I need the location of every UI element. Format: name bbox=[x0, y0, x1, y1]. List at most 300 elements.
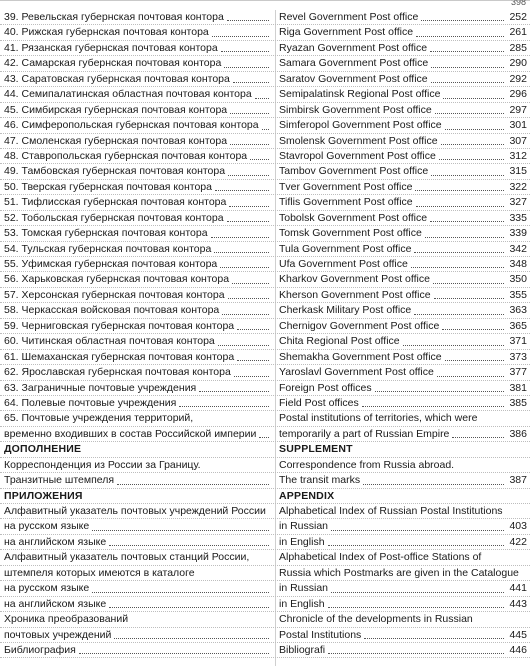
english-entry bbox=[279, 211, 527, 226]
english-entry bbox=[279, 303, 527, 318]
russian-entry bbox=[4, 489, 272, 504]
section-heading-row bbox=[0, 442, 530, 457]
page-ref: 348 bbox=[509, 258, 527, 270]
russian-entry-text: Хроника преобразований bbox=[4, 613, 129, 626]
english-entry-text: Field Post offices bbox=[279, 396, 359, 409]
toc-row bbox=[0, 257, 530, 272]
english-entry-text: Tula Government Post office bbox=[279, 242, 412, 255]
english-entry bbox=[279, 550, 527, 565]
russian-entry bbox=[4, 134, 272, 149]
toc-row bbox=[0, 195, 530, 210]
dot-leader bbox=[250, 158, 269, 160]
dot-leader bbox=[117, 483, 269, 485]
dot-leader bbox=[109, 544, 269, 546]
page-ref: 307 bbox=[509, 134, 527, 147]
toc-row bbox=[0, 381, 530, 396]
toc-row bbox=[0, 396, 530, 411]
english-entry-text: Correspondence from Russia abroad. bbox=[279, 458, 455, 471]
russian-entry bbox=[4, 87, 272, 102]
page-ref: 377 bbox=[509, 366, 527, 379]
russian-entry bbox=[4, 164, 272, 179]
english-entry bbox=[279, 396, 527, 411]
russian-entry bbox=[4, 581, 272, 596]
toc-row bbox=[0, 118, 530, 133]
dot-leader bbox=[232, 282, 269, 284]
dot-leader bbox=[328, 652, 504, 654]
english-entry-text: Smolensk Government Post office bbox=[279, 134, 438, 147]
english-entry bbox=[279, 195, 527, 210]
page-ref: 441 bbox=[509, 582, 527, 595]
russian-entry bbox=[4, 597, 272, 612]
toc-row bbox=[0, 535, 530, 550]
english-entry-text: Kherson Government Post office bbox=[279, 288, 431, 301]
russian-entry-text: 39. Ревельская губернская почтовая контора bbox=[4, 11, 224, 23]
english-entry-text: Semipalatinsk Regional Post office bbox=[279, 88, 441, 101]
russian-entry bbox=[4, 180, 272, 195]
english-entry bbox=[279, 272, 527, 287]
dot-leader bbox=[443, 97, 504, 99]
row-separator bbox=[0, 657, 530, 658]
toc-row bbox=[0, 334, 530, 349]
dot-leader bbox=[411, 266, 504, 268]
dot-leader bbox=[442, 328, 504, 330]
english-entry-text: Revel Government Post office bbox=[279, 11, 419, 23]
russian-entry-text: 41. Рязанская губернская почтовая контора bbox=[4, 41, 218, 54]
english-entry bbox=[279, 612, 527, 627]
russian-entry bbox=[4, 365, 272, 380]
russian-entry bbox=[4, 334, 272, 349]
dot-leader bbox=[416, 205, 504, 207]
english-entry-text: SUPPLEMENT bbox=[279, 443, 353, 456]
russian-entry-text: 62. Ярославская губернская почтовая контора bbox=[4, 366, 231, 379]
toc-row bbox=[0, 25, 530, 40]
english-entry-text: Postal institutions of territories, which were bbox=[279, 412, 478, 425]
russian-entry-text: Транзитные штемпеля bbox=[4, 474, 115, 487]
page-ref: 339 bbox=[509, 227, 527, 240]
page-ref: 261 bbox=[509, 26, 527, 39]
russian-entry-text: 42. Самарская губернская почтовая контора bbox=[4, 57, 222, 70]
dot-leader bbox=[199, 390, 269, 392]
russian-entry-text: 58. Черкасская войсковая почтовая контора bbox=[4, 304, 220, 317]
toc-row bbox=[0, 288, 530, 303]
russian-entry bbox=[4, 396, 272, 411]
russian-entry bbox=[4, 149, 272, 164]
toc-row bbox=[0, 519, 530, 534]
russian-entry-text: Алфавитный указатель почтовых учреждений России bbox=[4, 505, 266, 517]
russian-entry-text: 61. Шемаханская губернская почтовая контора bbox=[4, 350, 235, 363]
russian-entry bbox=[4, 242, 272, 257]
russian-entry-text: почтовых учреждений bbox=[4, 628, 112, 641]
russian-entry-text: на русском языке bbox=[4, 582, 90, 595]
english-entry-text: Riga Government Post office bbox=[279, 26, 414, 39]
dot-leader bbox=[414, 251, 504, 253]
russian-entry bbox=[4, 72, 272, 87]
dot-leader bbox=[255, 97, 269, 99]
dot-leader bbox=[229, 205, 269, 207]
toc-row bbox=[0, 103, 530, 118]
toc-row bbox=[0, 226, 530, 241]
russian-entry bbox=[4, 458, 272, 473]
toc-row bbox=[0, 149, 530, 164]
russian-entry bbox=[4, 272, 272, 287]
dot-leader bbox=[114, 637, 269, 639]
dot-leader bbox=[431, 66, 504, 68]
russian-entry bbox=[4, 103, 272, 118]
russian-entry-text: 57. Херсонская губернская почтовая контора bbox=[4, 288, 225, 301]
english-entry bbox=[279, 489, 527, 504]
english-entry bbox=[279, 597, 527, 612]
page-ref: 443 bbox=[509, 597, 527, 610]
toc-row bbox=[0, 581, 530, 596]
english-entry-text: Cherkask Military Post office bbox=[279, 304, 412, 317]
dot-leader bbox=[179, 405, 269, 407]
russian-entry-text: 53. Томская губернская почтовая контора bbox=[4, 227, 208, 240]
toc-row bbox=[0, 643, 530, 658]
english-entry bbox=[279, 442, 527, 457]
dot-leader bbox=[425, 236, 504, 238]
english-entry-text: Alphabetical Index of Post-office Stations of bbox=[279, 551, 482, 564]
dot-leader bbox=[328, 544, 504, 546]
page-ref: 285 bbox=[509, 41, 527, 54]
english-entry-text: Stavropol Government Post office bbox=[279, 149, 436, 162]
russian-entry-text: 49. Тамбовская губернская почтовая контора bbox=[4, 165, 226, 178]
dot-leader bbox=[218, 344, 269, 346]
toc-row bbox=[0, 87, 530, 102]
dot-leader bbox=[234, 375, 269, 377]
page-ref: 292 bbox=[509, 72, 527, 85]
english-entry bbox=[279, 226, 527, 241]
dot-leader bbox=[230, 112, 269, 114]
english-entry bbox=[279, 427, 527, 442]
dot-leader bbox=[416, 35, 504, 37]
russian-entry-text: 45. Симбирская губернская почтовая контора bbox=[4, 103, 228, 116]
russian-entry-text: Корреспонденция из России за Границу. bbox=[4, 458, 201, 471]
toc-row bbox=[0, 134, 530, 149]
dot-leader bbox=[211, 236, 269, 238]
russian-entry bbox=[4, 535, 272, 550]
page-ref: 365 bbox=[509, 319, 527, 332]
page-ref: 297 bbox=[509, 103, 527, 116]
english-entry bbox=[279, 535, 527, 550]
english-entry bbox=[279, 350, 527, 365]
english-entry-text: Foreign Post offices bbox=[279, 381, 372, 394]
toc-row bbox=[0, 628, 530, 643]
toc-row bbox=[0, 319, 530, 334]
english-entry-text: Alphabetical Index of Russian Postal Institutions bbox=[279, 505, 503, 517]
english-entry-text: Shemakha Government Post office bbox=[279, 350, 442, 363]
russian-entry bbox=[4, 226, 272, 241]
page-ref: 422 bbox=[509, 535, 527, 548]
english-entry bbox=[279, 10, 527, 25]
russian-entry bbox=[4, 303, 272, 318]
dot-leader bbox=[237, 359, 269, 361]
dot-leader bbox=[92, 529, 269, 531]
russian-entry bbox=[4, 288, 272, 303]
page-ref: 322 bbox=[509, 180, 527, 193]
dot-leader bbox=[452, 436, 504, 438]
page-ref: 312 bbox=[509, 149, 527, 162]
russian-entry-text: на русском языке bbox=[4, 520, 90, 533]
dot-leader bbox=[227, 19, 269, 21]
section-heading-row bbox=[0, 489, 530, 504]
russian-entry-text: 60. Читинская областная почтовая контора bbox=[4, 335, 215, 348]
english-entry bbox=[279, 581, 527, 596]
russian-entry-text: 51. Тифлисская губернская почтовая контора bbox=[4, 196, 227, 209]
page-ref: 387 bbox=[509, 474, 527, 487]
page-ref: 403 bbox=[509, 520, 527, 533]
russian-entry-text: временно входивших в состав Российской империи bbox=[4, 427, 257, 440]
page-ref: 386 bbox=[509, 427, 527, 440]
toc-row bbox=[0, 10, 530, 25]
page-ref: 446 bbox=[509, 643, 527, 656]
english-entry-text: Samara Government Post office bbox=[279, 57, 429, 70]
russian-entry-text: 59. Черниговская губернская почтовая контора bbox=[4, 319, 235, 332]
english-entry bbox=[279, 25, 527, 40]
english-entry-text: in Russian bbox=[279, 582, 329, 595]
english-entry-text: Chernigov Government Post office bbox=[279, 319, 440, 332]
english-entry bbox=[279, 118, 527, 133]
russian-entry-text: 63. Заграничные почтовые учреждения bbox=[4, 381, 197, 394]
dot-leader bbox=[403, 344, 504, 346]
english-entry-text: Postal Institutions bbox=[279, 628, 362, 641]
page-ref: 342 bbox=[509, 242, 527, 255]
english-entry-text: in English bbox=[279, 597, 325, 610]
english-entry bbox=[279, 87, 527, 102]
english-entry-text: temporarily a part of Russian Empire bbox=[279, 427, 450, 440]
dot-leader bbox=[437, 375, 504, 377]
dot-leader bbox=[227, 220, 269, 222]
toc-row bbox=[0, 56, 530, 71]
dot-leader bbox=[435, 112, 504, 114]
english-entry-text: Russia which Postmarks are given in the Catalogue bbox=[279, 566, 519, 579]
english-entry-text: Ryazan Government Post office bbox=[279, 41, 428, 54]
dot-leader bbox=[331, 591, 504, 593]
toc-row bbox=[0, 411, 530, 426]
toc-row bbox=[0, 473, 530, 488]
toc-row bbox=[0, 597, 530, 612]
russian-entry-text: 48. Ставропольская губернская почтовая контора bbox=[4, 149, 248, 162]
russian-entry bbox=[4, 195, 272, 210]
toc-row bbox=[0, 72, 530, 87]
english-entry-text: in English bbox=[279, 535, 325, 548]
english-entry bbox=[279, 56, 527, 71]
russian-entry bbox=[4, 442, 272, 457]
english-entry bbox=[279, 519, 527, 534]
english-entry-text: Tomsk Government Post office bbox=[279, 227, 422, 240]
dot-leader bbox=[445, 359, 504, 361]
page-ref: 373 bbox=[509, 350, 527, 363]
russian-entry bbox=[4, 350, 272, 365]
page-ref: 315 bbox=[509, 165, 527, 178]
dot-leader bbox=[214, 251, 269, 253]
english-entry bbox=[279, 381, 527, 396]
russian-entry bbox=[4, 319, 272, 334]
russian-entry bbox=[4, 643, 272, 658]
dot-leader bbox=[430, 50, 504, 52]
english-entry-text: Tambov Government Post office bbox=[279, 165, 429, 178]
dot-leader bbox=[215, 189, 269, 191]
page-ref: 363 bbox=[509, 304, 527, 317]
top-rule bbox=[0, 0, 530, 4]
page-ref: 296 bbox=[509, 88, 527, 101]
russian-entry bbox=[4, 211, 272, 226]
english-entry bbox=[279, 149, 527, 164]
russian-entry-text: 46. Симферопольская губернская почтовая контора bbox=[4, 119, 259, 132]
dot-leader bbox=[434, 297, 504, 299]
russian-entry-text: ДОПОЛНЕНИЕ bbox=[4, 443, 82, 456]
dot-leader bbox=[431, 81, 504, 83]
page-ref: 371 bbox=[509, 335, 527, 348]
page-ref: 290 bbox=[509, 57, 527, 70]
dot-leader bbox=[375, 390, 504, 392]
toc-row bbox=[0, 365, 530, 380]
english-entry bbox=[279, 134, 527, 149]
russian-entry-text: 54. Тульская губернская почтовая контора bbox=[4, 242, 212, 255]
page-ref: 355 bbox=[509, 288, 527, 301]
russian-entry-text: 56. Харьковская губернская почтовая контора bbox=[4, 273, 230, 286]
english-entry bbox=[279, 41, 527, 56]
dot-leader bbox=[259, 436, 269, 438]
toc-row bbox=[0, 350, 530, 365]
english-entry bbox=[279, 566, 527, 581]
english-entry-text: Simbirsk Government Post office bbox=[279, 103, 432, 116]
page-ref: 385 bbox=[509, 396, 527, 409]
english-entry bbox=[279, 473, 527, 488]
russian-entry-text: 50. Тверская губернская почтовая контора bbox=[4, 180, 212, 193]
russian-entry bbox=[4, 628, 272, 643]
toc-row bbox=[0, 458, 530, 473]
russian-entry bbox=[4, 56, 272, 71]
page-ref: 335 bbox=[509, 211, 527, 224]
russian-entry bbox=[4, 504, 272, 519]
page-number: 398 bbox=[510, 0, 526, 7]
toc-row bbox=[0, 164, 530, 179]
dot-leader bbox=[431, 174, 504, 176]
english-entry-text: Tiflis Government Post office bbox=[279, 196, 413, 209]
dot-leader bbox=[363, 483, 504, 485]
dot-leader bbox=[415, 189, 504, 191]
english-entry bbox=[279, 257, 527, 272]
dot-leader bbox=[439, 158, 504, 160]
toc-row bbox=[0, 504, 530, 519]
english-entry bbox=[279, 628, 527, 643]
russian-entry bbox=[4, 519, 272, 534]
dot-leader bbox=[441, 143, 504, 145]
page-ref: 381 bbox=[509, 381, 527, 394]
english-entry-text: Simferopol Government Post office bbox=[279, 119, 442, 132]
russian-entry-text: на английском языке bbox=[4, 535, 107, 548]
english-entry-text: Ufa Government Post office bbox=[279, 258, 408, 270]
english-entry-text: Yaroslavl Government Post office bbox=[279, 366, 434, 379]
english-entry bbox=[279, 242, 527, 257]
english-entry-text: Tobolsk Government Post office bbox=[279, 211, 428, 224]
dot-leader bbox=[262, 128, 269, 130]
russian-entry bbox=[4, 41, 272, 56]
russian-entry-text: 55. Уфимская губернская почтовая контора bbox=[4, 258, 218, 270]
russian-entry-text: Алфавитный указатель почтовых станций России, bbox=[4, 551, 250, 564]
dot-leader bbox=[221, 50, 269, 52]
dot-leader bbox=[362, 405, 504, 407]
russian-entry-text: 40. Рижская губернская почтовая контора bbox=[4, 26, 209, 39]
russian-entry bbox=[4, 473, 272, 488]
english-entry bbox=[279, 103, 527, 118]
english-entry bbox=[279, 643, 527, 658]
dot-leader bbox=[228, 174, 269, 176]
page-ref: 350 bbox=[509, 273, 527, 286]
toc-row bbox=[0, 242, 530, 257]
dot-leader bbox=[331, 529, 504, 531]
english-entry bbox=[279, 458, 527, 473]
dot-leader bbox=[79, 652, 269, 654]
russian-entry-text: Библиография bbox=[4, 643, 76, 656]
english-entry bbox=[279, 319, 527, 334]
page-ref: 252 bbox=[509, 11, 527, 23]
dot-leader bbox=[430, 220, 504, 222]
dot-leader bbox=[233, 81, 269, 83]
toc-row bbox=[0, 180, 530, 195]
page-ref: 445 bbox=[509, 628, 527, 641]
dot-leader bbox=[224, 66, 269, 68]
russian-entry bbox=[4, 411, 272, 426]
dot-leader bbox=[222, 313, 269, 315]
english-entry bbox=[279, 504, 527, 519]
russian-entry bbox=[4, 612, 272, 627]
toc-row bbox=[0, 303, 530, 318]
toc-row bbox=[0, 272, 530, 287]
russian-entry bbox=[4, 10, 272, 25]
dot-leader bbox=[414, 313, 504, 315]
page-ref: 301 bbox=[509, 119, 527, 132]
russian-entry bbox=[4, 118, 272, 133]
english-entry-text: The transit marks bbox=[279, 474, 361, 487]
english-entry bbox=[279, 334, 527, 349]
toc-row bbox=[0, 566, 530, 581]
russian-entry bbox=[4, 427, 272, 442]
english-entry-text: Kharkov Government Post office bbox=[279, 273, 430, 286]
dot-leader bbox=[92, 591, 269, 593]
english-entry-text: APPENDIX bbox=[279, 489, 335, 502]
dot-leader bbox=[109, 606, 269, 608]
english-entry-text: Saratov Government Post office bbox=[279, 72, 428, 85]
english-entry-text: Chita Regional Post office bbox=[279, 335, 400, 348]
russian-entry bbox=[4, 550, 272, 565]
english-entry-text: Tver Government Post office bbox=[279, 180, 413, 193]
toc-row bbox=[0, 211, 530, 226]
english-entry bbox=[279, 72, 527, 87]
russian-entry-text: 65. Почтовые учреждения территорий, bbox=[4, 412, 194, 425]
dot-leader bbox=[237, 328, 269, 330]
english-entry bbox=[279, 365, 527, 380]
russian-entry-text: ПРИЛОЖЕНИЯ bbox=[4, 489, 83, 502]
dot-leader bbox=[433, 282, 504, 284]
english-entry bbox=[279, 164, 527, 179]
english-entry-text: Chronicle of the developments in Russian bbox=[279, 613, 473, 626]
russian-entry-text: 47. Смоленская губернская почтовая контора bbox=[4, 134, 228, 147]
dot-leader bbox=[445, 128, 504, 130]
page-ref: 327 bbox=[509, 196, 527, 209]
toc-row bbox=[0, 612, 530, 627]
russian-entry bbox=[4, 381, 272, 396]
toc-row bbox=[0, 550, 530, 565]
russian-entry-text: на английском языке bbox=[4, 597, 107, 610]
dot-leader bbox=[230, 143, 269, 145]
dot-leader bbox=[228, 297, 269, 299]
russian-entry-text: штемпеля которых имеются в каталоге bbox=[4, 566, 195, 579]
dot-leader bbox=[328, 606, 504, 608]
dot-leader bbox=[212, 35, 269, 37]
dot-leader bbox=[220, 266, 269, 268]
english-entry-text: in Russian bbox=[279, 520, 329, 533]
